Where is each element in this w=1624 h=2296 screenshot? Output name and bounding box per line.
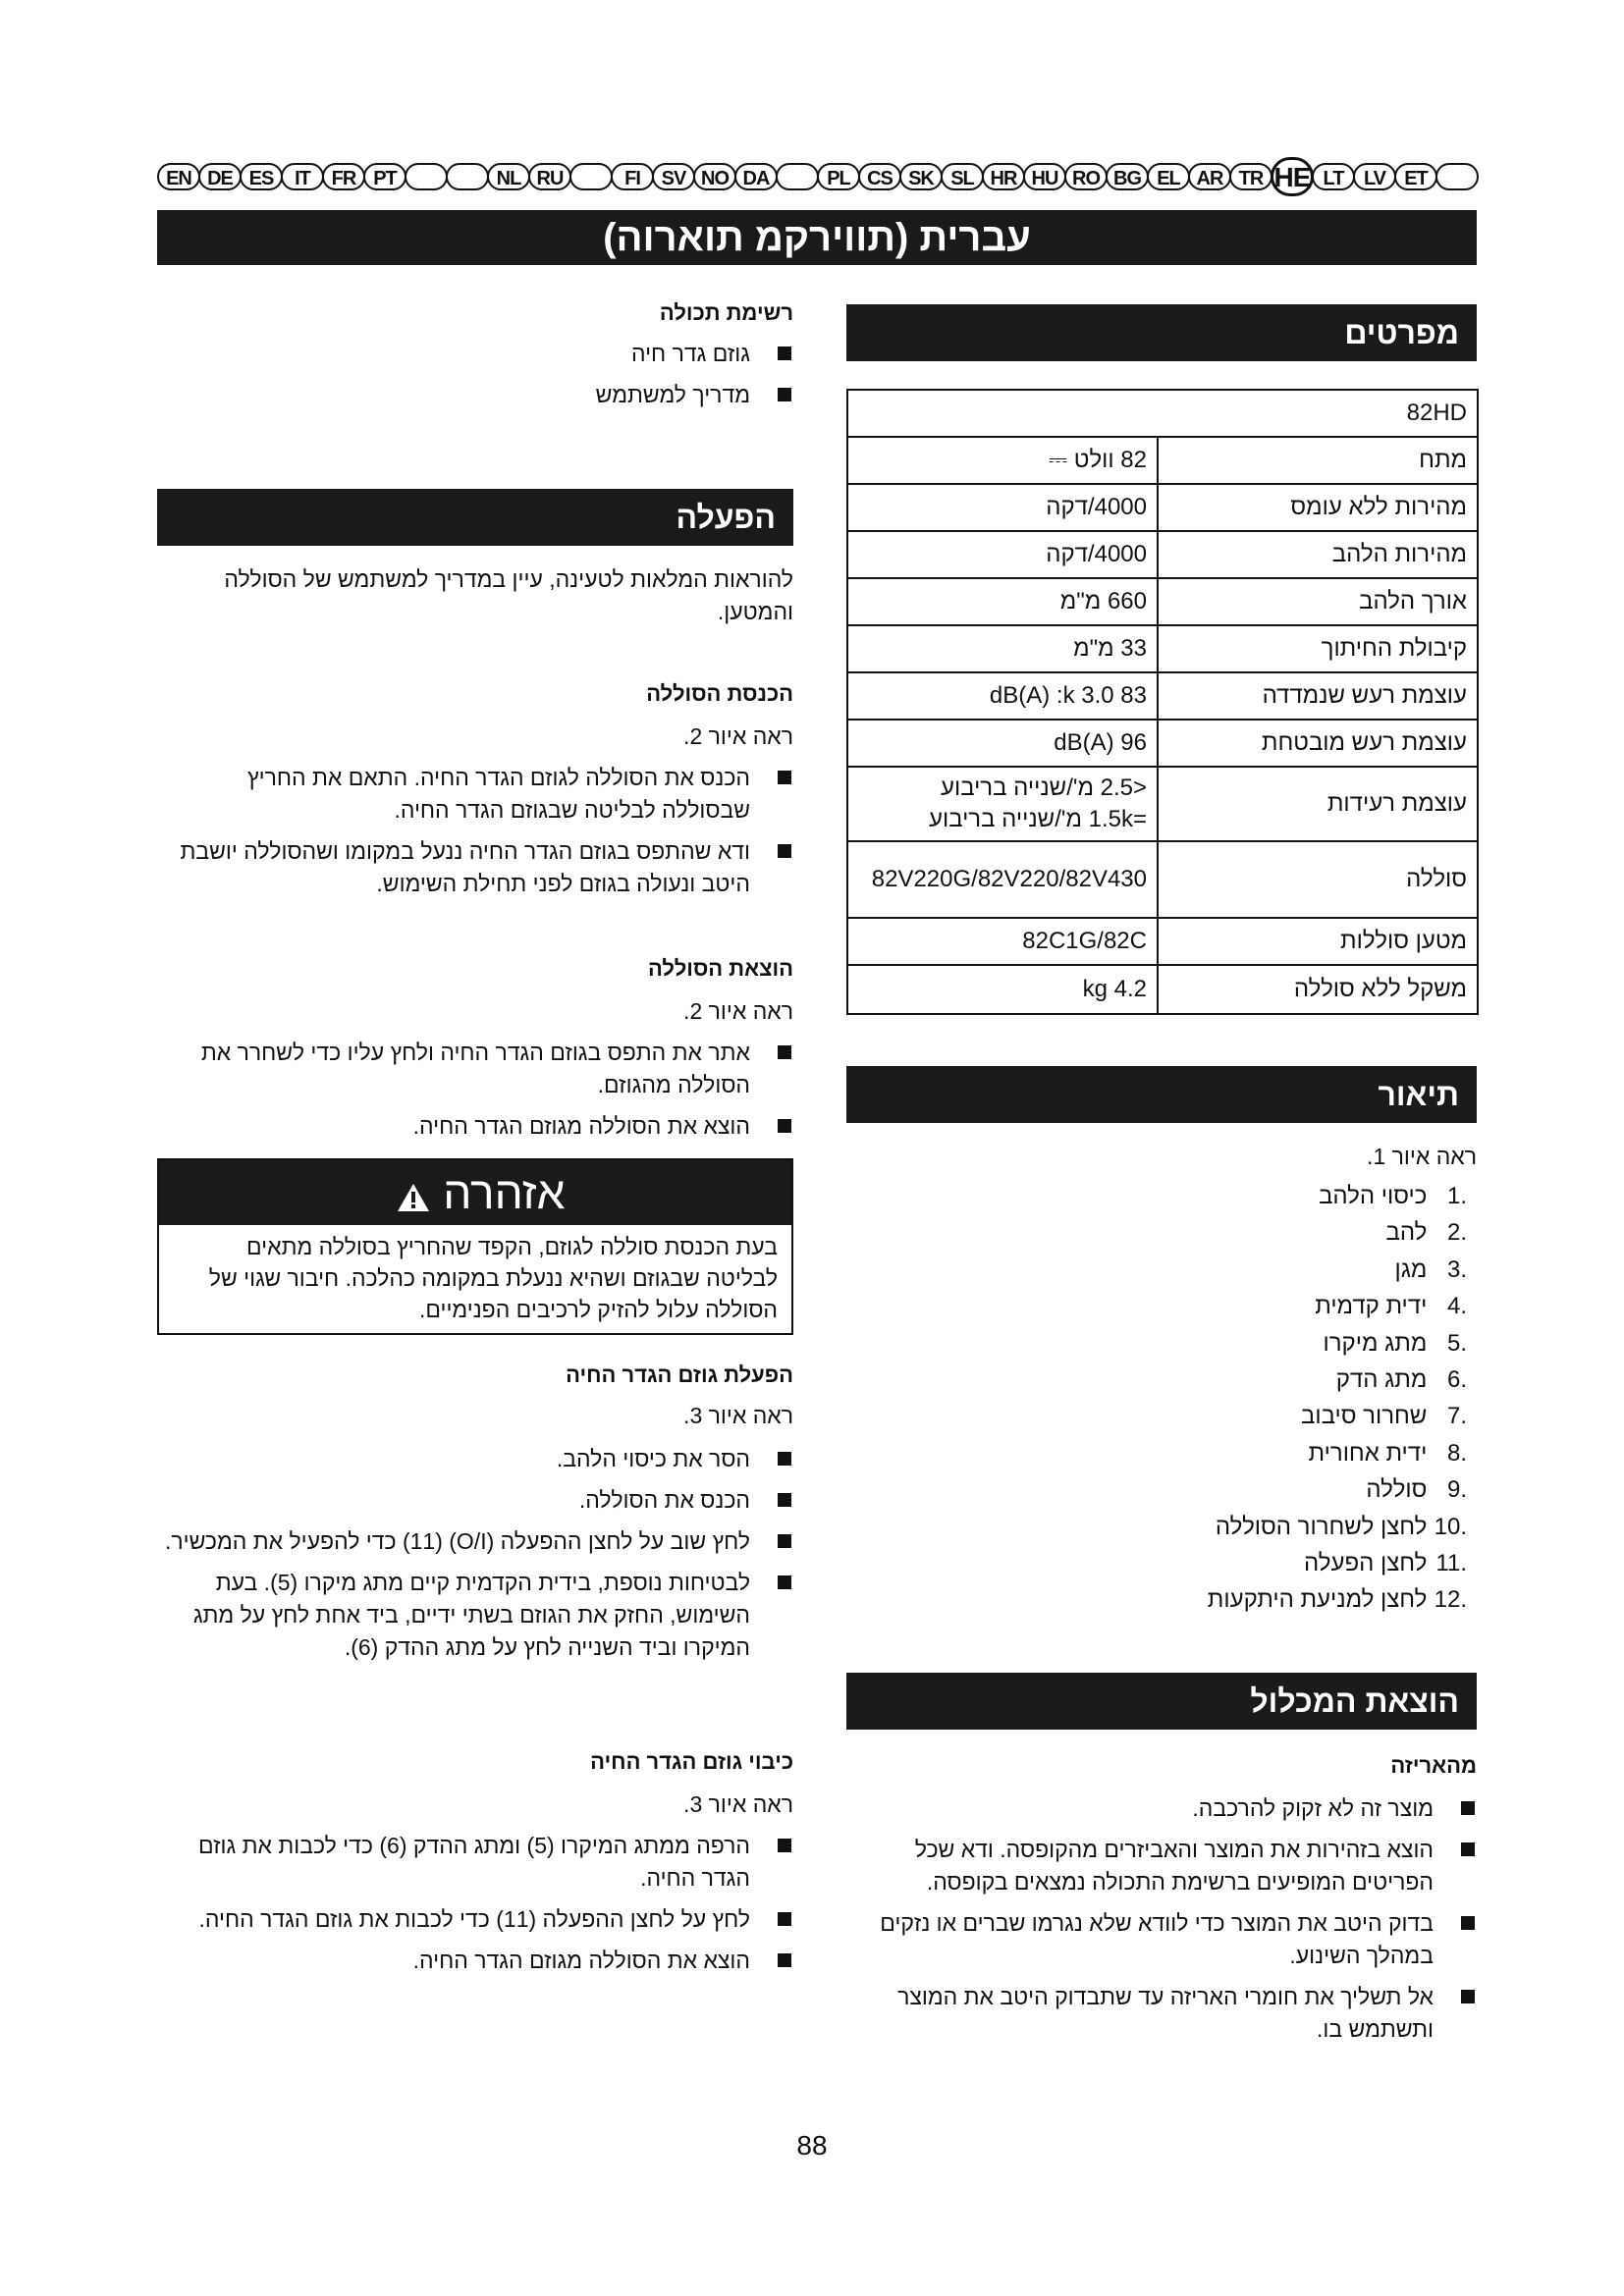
bullet-square-icon	[1461, 1916, 1475, 1930]
description-item-number: 4.	[1446, 1293, 1467, 1320]
lang-tab-da[interactable]: DA	[734, 163, 778, 190]
spec-row	[847, 672, 1478, 720]
spec-model: 82HD	[847, 390, 1478, 437]
description-item-number: 12.	[1434, 1586, 1467, 1614]
insert-battery-list	[157, 762, 793, 909]
description-item-label: סוללה	[1366, 1476, 1428, 1504]
lang-tab-hr[interactable]: HR	[982, 163, 1025, 190]
lang-tab-sl[interactable]: SL	[941, 163, 984, 190]
stop-heading: כיבוי גוזם הגדר החיה	[590, 1749, 793, 1774]
lang-tab-lv[interactable]: LV	[1353, 163, 1396, 190]
list-item	[157, 1830, 793, 1895]
spec-label: עוצמת רעש מובטחת	[1158, 720, 1478, 767]
specs-table	[846, 389, 1479, 1015]
description-item-label: לחצן הפעלה	[1304, 1550, 1428, 1577]
bullet-square-icon	[778, 1839, 791, 1852]
list-item	[157, 835, 793, 900]
description-item	[1113, 1545, 1467, 1581]
description-item	[1113, 1362, 1467, 1398]
spec-value: 660 מ"מ	[847, 578, 1158, 625]
description-item-number: 5.	[1446, 1329, 1467, 1357]
package-list-heading: רשימת תכולה	[659, 300, 793, 325]
list-item-text: מוצר זה לא זקוק להרכבה.	[1192, 1795, 1434, 1821]
lang-tab-ro[interactable]: RO	[1064, 163, 1108, 190]
description-item-label: לחצן למניעת היתקעות	[1207, 1586, 1428, 1614]
description-item-number: 2.	[1446, 1219, 1467, 1247]
list-item-text: ודא שהתפס בגוזם הגדר החיה ננעל במקומו ושהסוללה יושבת היטב ונעולה בגוזם לפני תחילת השימוש.	[180, 838, 750, 896]
description-heading: תיאור	[846, 1066, 1477, 1123]
spec-label: עוצמת רעש שנמדדה	[1158, 672, 1478, 720]
lang-tab-lt[interactable]: LT	[1312, 163, 1355, 190]
bullet-square-icon	[778, 844, 791, 858]
description-item-number: 1.	[1446, 1183, 1467, 1209]
list-item-text: לחץ על לחצן ההפעלה (11) כדי לכבות את גוזם הגדר החיה.	[198, 1906, 750, 1932]
start-see: ראה איור 3.	[683, 1403, 793, 1428]
lang-tab-pt[interactable]: PT	[363, 163, 406, 190]
list-item-text: מדריך למשתמש	[595, 382, 750, 407]
page-number: 88	[796, 2130, 828, 2161]
bullet-square-icon	[1461, 1801, 1475, 1815]
description-item-label: מגן	[1394, 1255, 1428, 1283]
package-list	[204, 338, 793, 420]
list-item	[157, 1567, 793, 1664]
description-item	[1113, 1288, 1467, 1324]
start-list	[157, 1443, 793, 1673]
lang-tab-blank[interactable]	[1435, 163, 1479, 190]
remove-battery-see: ראה איור 2.	[683, 998, 793, 1024]
description-item	[1113, 1471, 1467, 1508]
list-item-text: הוצא את הסוללה מגוזם הגדר החיה.	[412, 1113, 750, 1139]
stop-see: ראה איור 3.	[683, 1791, 793, 1817]
bullet-square-icon	[778, 1953, 791, 1967]
description-item-number: 11.	[1435, 1550, 1467, 1577]
lang-tab-cs[interactable]: CS	[858, 163, 901, 190]
spec-row	[847, 720, 1478, 767]
spec-value: 4000/דקה	[847, 531, 1158, 578]
description-item-label: ידית קדמית	[1315, 1293, 1428, 1320]
spec-row	[847, 841, 1478, 918]
spec-value: 82 וולט ⎓	[847, 437, 1158, 484]
spec-row	[847, 531, 1478, 578]
warning-text: בעת הכנסת סוללה לגוזם, הקפד שהחריץ בסוללה מתאים לבליטה שבגוזם ושהיא ננעלת במקומה כהלכה. חיבור שגוי של הסוללה עלול להזיק לרכיבים הפנימיים.	[208, 1234, 778, 1322]
lang-tab-tr[interactable]: TR	[1229, 163, 1272, 190]
spec-value: 82V220G/82V220/82V430	[847, 841, 1158, 918]
operation-heading: הפעלה	[157, 489, 793, 546]
spec-value: 4.2 kg	[847, 965, 1158, 1014]
lang-tab-el[interactable]: EL	[1147, 163, 1190, 190]
description-item-label: מתג מיקרו	[1323, 1329, 1428, 1357]
list-item	[204, 338, 793, 370]
spec-row	[847, 965, 1478, 1014]
lang-tab-he[interactable]: HE	[1271, 157, 1314, 196]
lang-tab-ru[interactable]: RU	[528, 163, 571, 190]
description-item	[1113, 1509, 1467, 1545]
lang-tab-sv[interactable]: SV	[652, 163, 695, 190]
lang-tab-en[interactable]: EN	[157, 163, 200, 190]
spec-label: מתח	[1158, 437, 1478, 484]
lang-tab-fi[interactable]: FI	[611, 163, 654, 190]
list-item	[157, 1945, 793, 1977]
lang-tab-hu[interactable]: HU	[1023, 163, 1066, 190]
remove-battery-list	[157, 1037, 793, 1151]
lang-tab-nl[interactable]: NL	[487, 163, 530, 190]
lang-tab-sk[interactable]: SK	[899, 163, 943, 190]
operation-intro: להוראות המלאות לטעינה, עיין במדריך למשתמש של הסוללה והמטען.	[224, 566, 793, 624]
list-item	[157, 1037, 793, 1101]
bullet-square-icon	[778, 1575, 791, 1589]
lang-tab-ar[interactable]: AR	[1188, 163, 1231, 190]
list-item	[157, 1903, 793, 1936]
description-item-label: שחרור סיבוב	[1301, 1403, 1428, 1430]
spec-label: אורך הלהב	[1158, 578, 1478, 625]
remove-battery-heading: הוצאת הסוללה	[647, 956, 793, 981]
description-item-label: ידית אחורית	[1308, 1439, 1428, 1467]
spec-row	[847, 625, 1478, 672]
warning-box	[157, 1158, 793, 1335]
description-item-label: מתג הדק	[1335, 1366, 1428, 1394]
lang-tab-blank[interactable]	[446, 163, 489, 190]
spec-row	[847, 437, 1478, 484]
list-item	[157, 1484, 793, 1517]
spec-row	[847, 578, 1478, 625]
spec-row	[847, 767, 1478, 841]
bullet-square-icon	[778, 1045, 791, 1059]
description-item-number: 6.	[1446, 1366, 1467, 1394]
list-item-text: הסר את כיסוי הלהב.	[556, 1446, 750, 1471]
lang-tab-blank[interactable]	[776, 163, 819, 190]
bullet-square-icon	[1461, 1842, 1475, 1856]
spec-value: <2.5 מ'/שנייה בריבוע =1.5k מ'/שנייה בריבוע	[847, 767, 1158, 841]
lang-tab-blank[interactable]	[405, 163, 448, 190]
spec-label: מהירות ללא עומס	[1158, 484, 1478, 531]
spec-label: משקל ללא סוללה	[1158, 965, 1478, 1014]
lang-tab-fr[interactable]: FR	[322, 163, 365, 190]
lang-tab-no[interactable]: NO	[693, 163, 736, 190]
lang-tab-et[interactable]: ET	[1394, 163, 1437, 190]
language-tabs	[157, 157, 1477, 196]
unpacking-list	[866, 1792, 1477, 2055]
description-item-label: כיסוי הלהב	[1319, 1183, 1428, 1209]
list-item	[157, 1443, 793, 1475]
spec-value: 4000/דקה	[847, 484, 1158, 531]
description-item	[1113, 1581, 1467, 1618]
list-item	[157, 1525, 793, 1558]
list-item	[866, 1792, 1477, 1825]
list-item	[866, 1834, 1477, 1898]
lang-tab-bg[interactable]: BG	[1106, 163, 1149, 190]
description-list	[1113, 1178, 1467, 1619]
warning-heading: אזהרה	[443, 1167, 566, 1218]
description-item	[1113, 1252, 1467, 1288]
start-heading: הפעלת גוזם הגדר החיה	[566, 1362, 793, 1387]
insert-battery-see: ראה איור 2.	[683, 723, 793, 749]
specs-heading: מפרטים	[846, 304, 1477, 361]
spec-value: 82C1G/82C	[847, 918, 1158, 965]
description-see-figure: ראה איור 1.	[1367, 1144, 1477, 1169]
spec-value: 96 dB(A)	[847, 720, 1158, 767]
list-item	[866, 1907, 1477, 1972]
spec-label: עוצמת רעידות	[1158, 767, 1478, 841]
bullet-square-icon	[778, 347, 791, 360]
list-item	[157, 762, 793, 827]
bullet-square-icon	[778, 388, 791, 401]
description-item-number: 3.	[1446, 1255, 1467, 1283]
spec-value: 33 מ"מ	[847, 625, 1158, 672]
list-item-text: הכנס את הסוללה.	[578, 1487, 750, 1513]
unpacking-subheading: מהאריזה	[1390, 1753, 1477, 1778]
insert-battery-heading: הכנסת הסוללה	[646, 681, 793, 706]
spec-row	[847, 918, 1478, 965]
unpacking-heading: הוצאת המכלול	[846, 1673, 1477, 1730]
list-item	[157, 1110, 793, 1143]
description-item-number: 9.	[1446, 1476, 1467, 1504]
lang-tab-blank[interactable]	[569, 163, 613, 190]
bullet-square-icon	[778, 771, 791, 784]
bullet-square-icon	[778, 1534, 791, 1548]
description-item	[1113, 1435, 1467, 1471]
spec-row	[847, 484, 1478, 531]
lang-tab-es[interactable]: ES	[240, 163, 283, 190]
list-item-text: לחץ שוב על לחצן ההפעלה (O/I) (11) כדי להפעיל את המכשיר.	[164, 1528, 750, 1554]
spec-value: 83 dB(A) :k 3.0	[847, 672, 1158, 720]
bullet-square-icon	[778, 1452, 791, 1466]
description-item	[1113, 1398, 1467, 1434]
lang-tab-de[interactable]: DE	[198, 163, 242, 190]
lang-tab-pl[interactable]: PL	[817, 163, 860, 190]
bullet-square-icon	[1461, 1990, 1475, 2003]
description-item-number: 8.	[1446, 1439, 1467, 1467]
description-item-label: לחצן לשחרור הסוללה	[1215, 1513, 1428, 1540]
description-item	[1113, 1178, 1467, 1214]
bullet-square-icon	[778, 1912, 791, 1926]
bullet-square-icon	[778, 1493, 791, 1507]
list-item-text: הוצא את הסוללה מגוזם הגדר החיה.	[412, 1948, 750, 1973]
stop-list	[157, 1830, 793, 1986]
description-item-label: להב	[1385, 1219, 1428, 1247]
description-item	[1113, 1214, 1467, 1251]
list-item-text: לבטיחות נוספת, בידית הקדמית קיים מתג מיקרו (5). בעת השימוש, החזק את הגוזם בשתי ידיים, ביד אחת לחץ על מתג המיקרו וביד השנייה לחץ על מתג ההדק (6).	[192, 1570, 750, 1660]
spec-label: קיבולת החיתוך	[1158, 625, 1478, 672]
list-item	[866, 1981, 1477, 2046]
bullet-square-icon	[778, 1119, 791, 1133]
list-item-text: אתר את התפס בגוזם הגדר החיה ולחץ עליו כדי לשחרר את הסוללה מהגוזם.	[200, 1040, 750, 1097]
description-item	[1113, 1325, 1467, 1362]
warning-header	[159, 1160, 791, 1225]
list-item-text: הרפה ממתג המיקרו (5) ומתג ההדק (6) כדי לכבות את גוזם הגדר החיה.	[197, 1833, 750, 1891]
list-item-text: אל תשליך את חומרי האריזה עד שתבדוק היטב את המוצר ותשתמש בו.	[897, 1984, 1434, 2042]
spec-label: מהירות הלהב	[1158, 531, 1478, 578]
list-item-text: גוזם גדר חיה	[630, 341, 750, 366]
spec-label: מטען סוללות	[1158, 918, 1478, 965]
list-item-text: בדוק היטב את המוצר כדי לוודא שלא נגרמו שברים או נזקים במהלך השינוע.	[880, 1910, 1434, 1968]
warning-triangle-icon	[397, 1164, 430, 1229]
list-item-text: הוצא בזהירות את המוצר והאביזרים מהקופסה. ודא שכל הפריטים המופיעים ברשימת התכולה נמצאים בקופסה.	[914, 1837, 1434, 1895]
description-item-number: 7.	[1446, 1403, 1467, 1430]
description-item-number: 10.	[1434, 1513, 1467, 1540]
list-item-text: הכנס את הסוללה לגוזם הגדר החיה. התאם את החריץ שבסוללה לבליטה שבגוזם הגדר החיה.	[247, 765, 750, 823]
lang-tab-it[interactable]: IT	[281, 163, 324, 190]
list-item	[204, 379, 793, 411]
spec-label: סוללה	[1158, 841, 1478, 918]
page-title: עברית (תווירקמ תוארוה)	[157, 210, 1477, 265]
